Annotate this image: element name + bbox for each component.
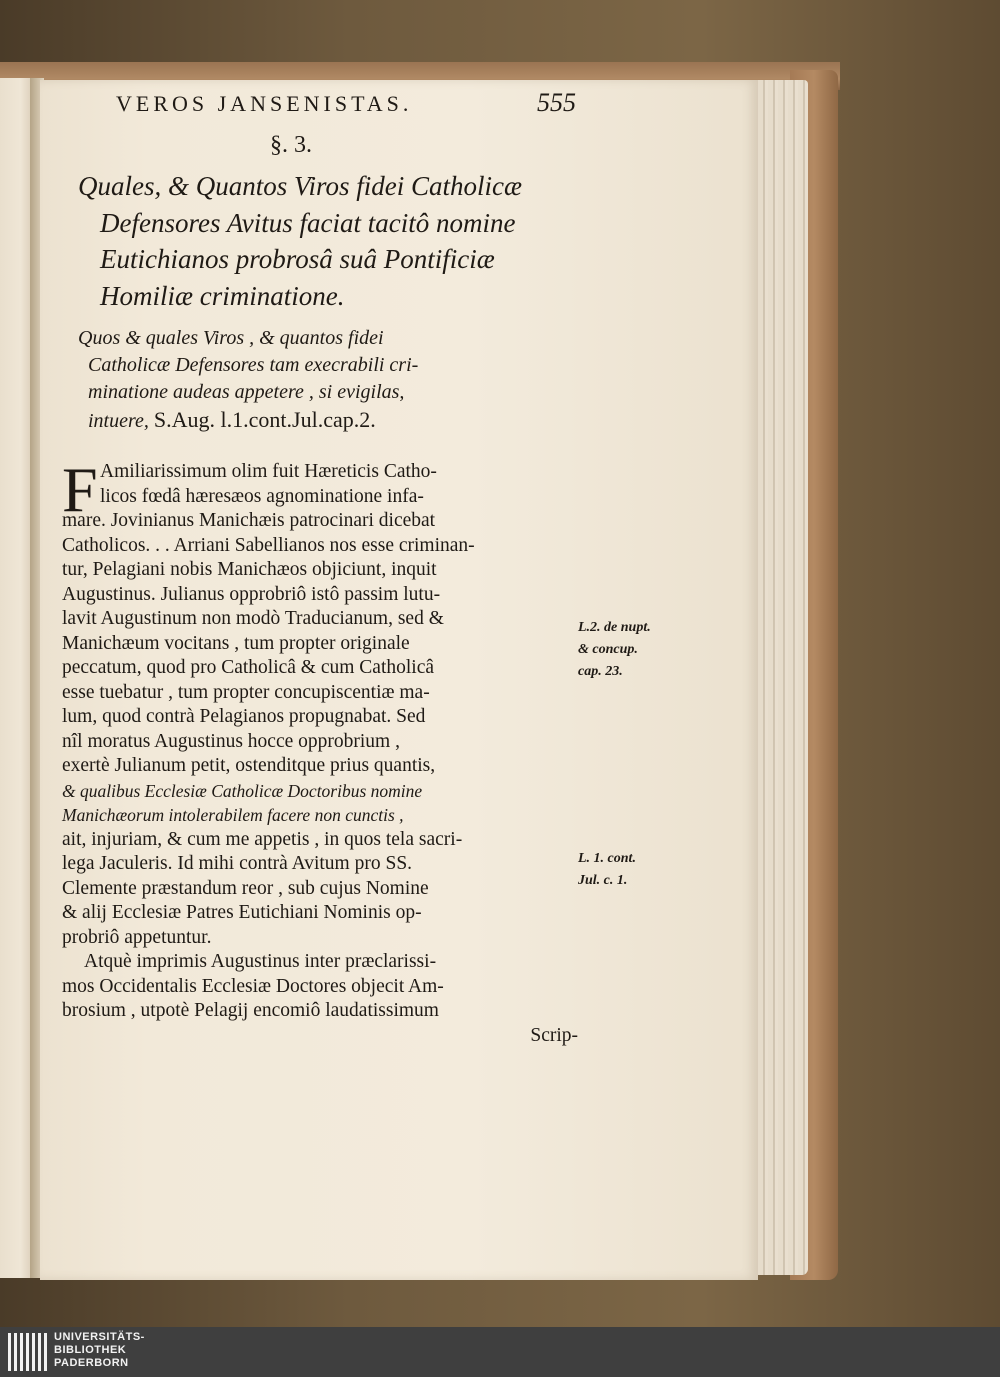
quote-line-with-citation [78, 406, 578, 435]
quote-line: Catholicæ Defensores tam execrabili cri- [88, 354, 419, 376]
body-line: Manichæorum intolerabilem facere non cunctis , [62, 805, 404, 825]
body-line: lum, quod contrà Pelagianos propugnabat. Sed [62, 706, 426, 727]
body-line: licos fœdâ hæresæos agnominatione infa- [100, 485, 424, 507]
body-line: & qualibus Ecclesiæ Catholicæ Doctoribus nomine [62, 780, 423, 801]
drop-cap: F [62, 454, 98, 525]
quote-line: Quos & quales Viros , & quantos fidei [78, 327, 384, 349]
heading-line: Homiliæ criminatione. [100, 280, 345, 311]
body-line: esse tuebatur , tum propter concupiscentiæ ma- [62, 681, 430, 703]
section-heading [78, 168, 598, 314]
running-title: VEROS JANSENISTAS. [116, 91, 413, 116]
page-number: 555 [537, 88, 576, 117]
body-line: Atquè imprimis Augustinus inter præclarissi- [84, 951, 437, 972]
margin-note-line: L.2. de nupt. [578, 620, 651, 635]
epigraph-quote [78, 325, 578, 435]
body-line: tur, Pelagiani nobis Manichæos objiciunt, inquit [62, 559, 437, 580]
footer-bar [0, 1327, 1000, 1377]
body-text [62, 454, 584, 1048]
body-line: mos Occidentalis Ecclesiæ Doctores objecit Am- [62, 975, 444, 997]
body-line: ait, injuriam, & cum me appetis , in quos tela sacri- [62, 828, 463, 850]
catchword: Scrip- [530, 1024, 578, 1046]
quote-citation: S.Aug. l.1.cont.Jul.cap.2. [153, 407, 376, 432]
margin-note [578, 848, 636, 892]
body-line: exertè Julianum petit, ostenditque prius quantis, [62, 755, 436, 776]
body-line: peccatum, quod pro Catholicâ & cum Catholicâ [62, 657, 435, 678]
heading-line: Quales, & Quantos Viros fidei Catholicæ [78, 171, 522, 201]
body-line: Manichæum vocitans , tum propter originale [62, 632, 410, 654]
body-line: lega Jaculeris. Id mihi contrà Avitum pro SS. [62, 853, 413, 874]
library-logo-icon [6, 1331, 48, 1373]
quote-line: intuere, [88, 410, 149, 432]
quote-line: minatione audeas appetere , si evigilas, [88, 381, 405, 403]
body-line: Catholicos. . . Arriani Sabellianos nos esse criminan- [62, 534, 475, 556]
body-line: & alij Ecclesiæ Patres Eutichiani Nominis op- [62, 902, 422, 923]
running-header [116, 88, 576, 122]
body-line: Clemente præstandum reor , sub cujus Nomine [62, 877, 429, 899]
heading-line: Defensores Avitus faciat tacitô nomine [100, 207, 516, 238]
library-name [54, 1331, 145, 1370]
body-line: Amiliarissimum olim fuit Hæreticis Catho- [100, 461, 437, 482]
body-line: Augustinus. Julianus opprobriô istô passim lutu- [62, 583, 441, 605]
facing-page-edge [0, 78, 34, 1278]
library-name-line: PADERBORN [54, 1357, 129, 1369]
body-line: mare. Jovinianus Manichæis patrocinari dicebat [62, 510, 436, 531]
body-line: brosium , utpotè Pelagij encomiô laudatissimum [62, 1000, 439, 1021]
margin-note-line: & concup. [578, 642, 638, 657]
margin-note [578, 617, 651, 683]
margin-note-line: Jul. c. 1. [578, 873, 628, 888]
body-line: probriô appetuntur. [62, 926, 212, 948]
margin-note-line: L. 1. cont. [578, 851, 636, 866]
library-name-line: UNIVERSITÄTS- [54, 1331, 145, 1343]
body-line: lavit Augustinum non modò Traducianum, sed & [62, 608, 444, 629]
library-name-line: BIBLIOTHEK [54, 1344, 127, 1356]
heading-line: Eutichianos probrosâ suâ Pontificiæ [100, 244, 495, 274]
section-number: §. 3. [270, 132, 312, 158]
body-line: nîl moratus Augustinus hocce opprobrium , [62, 730, 400, 752]
margin-note-line: cap. 23. [578, 664, 623, 679]
